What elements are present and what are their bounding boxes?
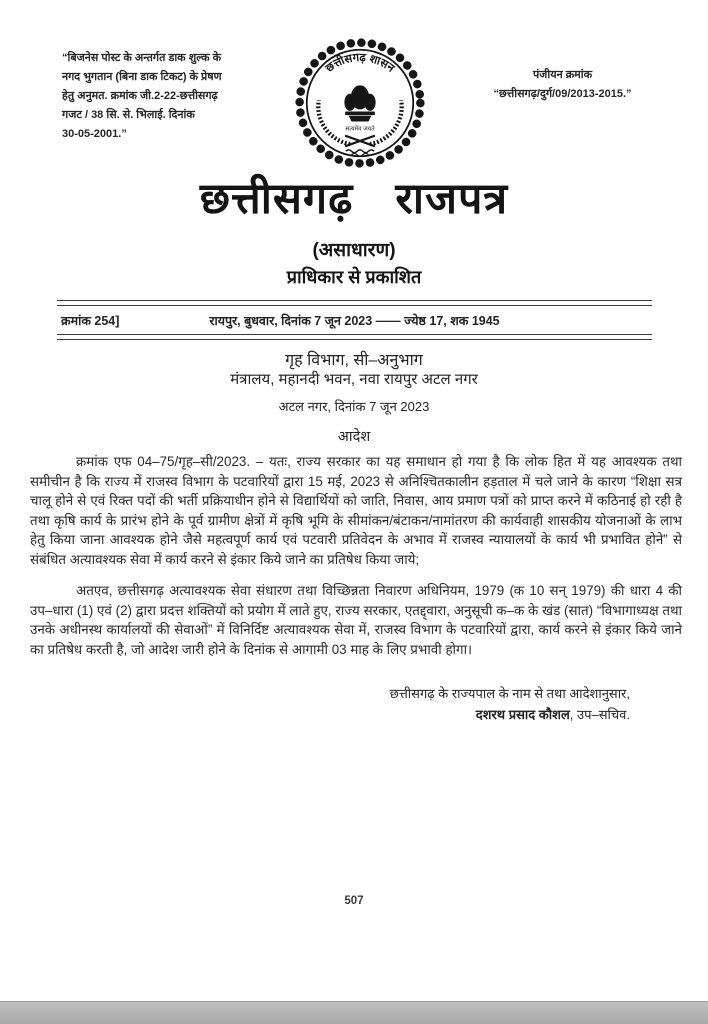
issue-line bbox=[57, 310, 652, 332]
postal-permission-notice bbox=[62, 49, 277, 144]
top-double-rule bbox=[57, 300, 652, 306]
issue-number: क्रमांक 254] bbox=[61, 314, 120, 328]
emblem-motto: सत्यमेव जयते bbox=[345, 126, 375, 133]
department-name: गृह विभाग, सी–अनुभाग bbox=[285, 352, 423, 369]
order-paragraph-2: अतएव, छत्तीसगढ़ अत्यावश्यक सेवा संधारण तथा विच्छिन्नता निवारण अधिनियम, 1979 (क 10 सन् 1979) की धारा 4 की उप–धारा (1) एवं (2) द्वारा प्रदत्त शक्तियों को प्रयोग में लाते हुए, राज्य सरकार, एतद्द्वारा, अनुसूची क–क के खंड (सात) “विभागाध्यक्ष तथा उनके अधीनस्थ कार्यालयों की सेवाओं” में विनिर्दिष्ट अत्यावश्यक सेवा में, राजस्व विभाग के पटवारियों द्वारा, कार्य करने से इंकार किये जाने का प्रतिषेध करती है, जो आदेश जारी होने के दिनांक से आगामी 03 माह के लिए प्रभावी होगा। bbox=[30, 583, 682, 657]
registration-number-block bbox=[455, 66, 670, 104]
registration-number: “छत्तीसगढ़/दुर्ग/09/2013-2015.” bbox=[493, 88, 632, 100]
order-heading: आदेश bbox=[337, 429, 371, 445]
postal-notice-line: “बिजनेस पोस्ट के अन्तर्गत डाक शुल्क के bbox=[62, 52, 222, 64]
ashoka-lion-capital-icon bbox=[344, 85, 375, 121]
department-address: मंत्रालय, महानदी भवन, नवा रायपुर अटल नगर bbox=[230, 371, 478, 388]
order-place-date: अटल नगर, दिनांक 7 जून 2023 bbox=[278, 399, 430, 414]
bottom-double-rule bbox=[57, 334, 652, 340]
registration-label: पंजीयन क्रमांक bbox=[532, 69, 593, 81]
page-number: 507 bbox=[344, 895, 364, 907]
postal-notice-line: नगद भुगतान (बिना डाक टिकट) के प्रेषण bbox=[62, 71, 222, 83]
gazette-subtitle: (असाधारण) bbox=[312, 240, 396, 261]
chhattisgarh-emblem-graphic bbox=[289, 30, 431, 176]
postal-notice-line: 30-05-2001.” bbox=[62, 128, 127, 140]
gazette-title bbox=[0, 174, 708, 226]
postal-notice-line: हेतु अनुमत. क्रमांक जी.2-22-छत्तीसगढ़ bbox=[62, 90, 218, 102]
emblem-top-text: छत्तीसगढ़ शासन bbox=[323, 52, 397, 75]
signatory-designation: , उप–सचिव. bbox=[569, 707, 630, 722]
gazette-title-word1: छत्तीसगढ़ bbox=[199, 175, 354, 223]
signature-authority-line: छत्तीसगढ़ के राज्यपाल के नाम से तथा आदेशानुसार, bbox=[389, 686, 630, 701]
chhattisgarh-emblem bbox=[289, 30, 431, 176]
order-paragraph-1: क्रमांक एफ 04–75/गृह–सी/2023. – यतः, राज्य सरकार का यह समाधान हो गया है कि लोक हित में यह आवश्यक तथा समीचीन है कि राज्य में राजस्व विभाग के पटवारियों द्वारा 15 मई, 2023 से अनिश्चितकालीन हड़ताल में चले जाने के कारण “शिक्षा सत्र चालू होने से एवं रिक्त पदों की भर्ती प्रक्रियाधीन होने से विद्यार्थियों को जाति, निवास, आय प्रमाण पत्रों को प्राप्त करने में कठिनाई हो रही है तथा कृषि कार्य के प्रारंभ होने के पूर्व ग्रामीण क्षेत्रों में कृषि भूमि के सीमांकन/बंटाकन/नामांतरण की कार्यवाही शासकीय योजनाओं के लाभ हेतु किया जाना आवश्यक होने जैसे महत्वपूर्ण कार्य एवं पटवारी प्रतिवेदन के अभाव में राजस्व न्यायालयों के कार्य भी प्रभावित होने” से संबंधित अत्यावश्यक सेवा में कार्य करने से इंकार किये जाने का प्रतिषेध किया जाये; bbox=[30, 454, 683, 567]
signature-block bbox=[390, 683, 630, 725]
signature-name-line bbox=[390, 704, 630, 725]
signatory-name: दशरथ प्रसाद कौशल bbox=[475, 707, 570, 722]
issue-date-line: रायपुर, बुधवार, दिनांक 7 जून 2023 —— ज्येष्ठ 17, शक 1945 bbox=[209, 314, 500, 328]
scan-edge-band bbox=[0, 1001, 708, 1024]
gazette-title-word2: राजपत्र bbox=[395, 175, 509, 223]
published-by-authority: प्राधिकार से प्रकाशित bbox=[286, 267, 422, 287]
postal-notice-line: गजट / 38 सि. से. भिलाई. दिनांक bbox=[62, 109, 195, 121]
